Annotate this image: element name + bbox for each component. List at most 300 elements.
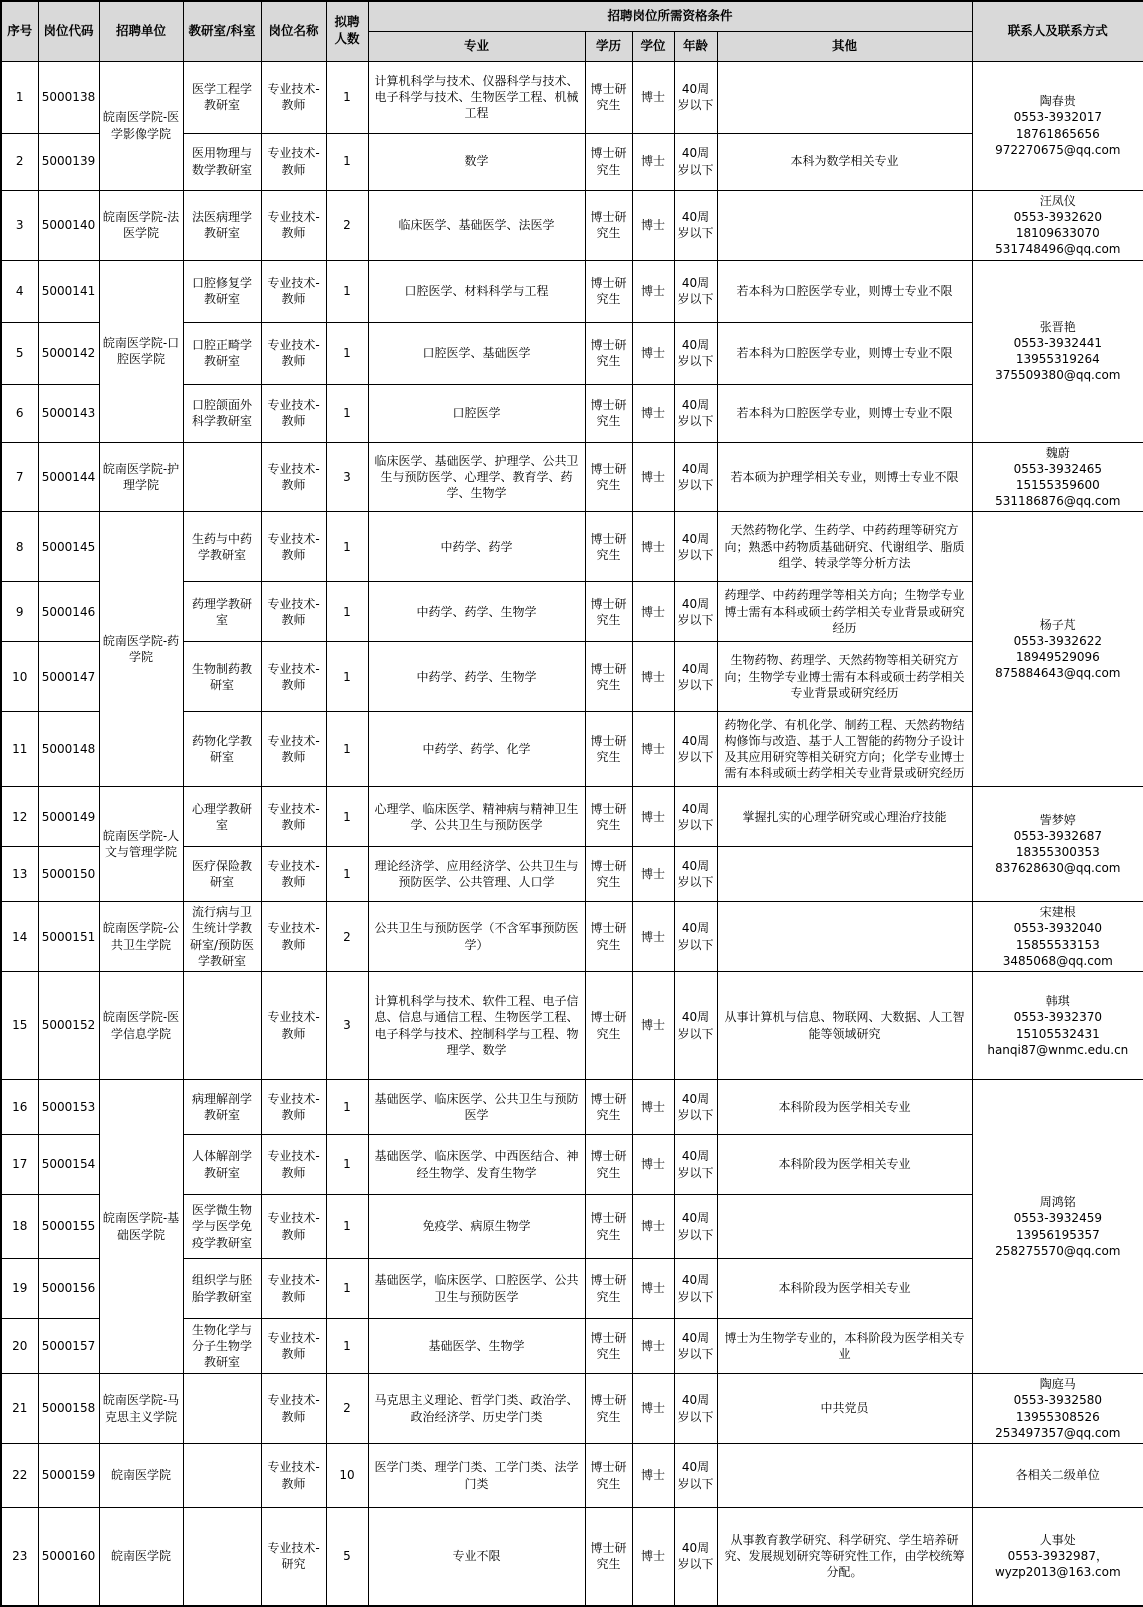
- cell-position-code: 5000159: [38, 1444, 99, 1508]
- cell-degree: 博士: [632, 442, 674, 512]
- cell-contact: [972, 1444, 1143, 1508]
- cell-department: 心理学教研室: [183, 787, 261, 847]
- table-row: [1, 190, 1143, 260]
- cell-contact-line: 531748496@qq.com: [995, 242, 1121, 257]
- cell-degree: 博士: [632, 1444, 674, 1508]
- cell-position-code: 5000157: [38, 1319, 99, 1374]
- cell-degree: 博士: [632, 1259, 674, 1319]
- cell-contact-line: 人事处: [1039, 1532, 1076, 1547]
- cell-degree: 博士: [632, 190, 674, 260]
- cell-department: 流行病与卫生统计学教研室/预防医学教研室: [183, 902, 261, 972]
- cell-serial: 14: [1, 902, 38, 972]
- cell-other: [717, 1195, 972, 1259]
- cell-position-name: 专业技术-教师: [261, 1080, 326, 1135]
- cell-position-name: 专业技术-教师: [261, 1444, 326, 1508]
- cell-age: 40周岁以下: [674, 61, 717, 133]
- cell-contact-line: 253497357@qq.com: [995, 1425, 1121, 1440]
- cell-department: 法医病理学教研室: [183, 190, 261, 260]
- cell-major: 计算机科学与技术、仪器科学与技术、电子科学与技术、生物医学工程、机械工程: [368, 61, 585, 133]
- cell-department: 医疗保险教研室: [183, 847, 261, 902]
- cell-headcount: 1: [326, 582, 368, 642]
- cell-age: 40周岁以下: [674, 322, 717, 384]
- cell-department: 药物化学教研室: [183, 712, 261, 787]
- cell-age: 40周岁以下: [674, 1135, 717, 1195]
- cell-position-name: 专业技术-教师: [261, 1135, 326, 1195]
- cell-age: 40周岁以下: [674, 787, 717, 847]
- cell-position-name: 专业技术-教师: [261, 712, 326, 787]
- cell-position-name: 专业技术-教师: [261, 902, 326, 972]
- cell-recruiting-unit: 皖南医学院-药学院: [99, 512, 183, 787]
- cell-serial: 23: [1, 1508, 38, 1606]
- cell-contact-line: 13955308526: [1015, 1409, 1100, 1424]
- cell-department: 药理学教研室: [183, 582, 261, 642]
- cell-age: 40周岁以下: [674, 1374, 717, 1444]
- cell-recruiting-unit: 皖南医学院-护理学院: [99, 442, 183, 512]
- cell-major: 中药学、药学、化学: [368, 712, 585, 787]
- cell-serial: 16: [1, 1080, 38, 1135]
- cell-position-name: 专业技术-教师: [261, 787, 326, 847]
- cell-contact-line: 18355300353: [1015, 845, 1100, 860]
- cell-contact: [972, 190, 1143, 260]
- cell-serial: 5: [1, 322, 38, 384]
- cell-other: 本科阶段为医学相关专业: [717, 1080, 972, 1135]
- cell-age: 40周岁以下: [674, 642, 717, 712]
- cell-position-name: 专业技术-教师: [261, 582, 326, 642]
- cell-education: 博士研究生: [585, 787, 632, 847]
- table-row: [1, 442, 1143, 512]
- cell-position-code: 5000152: [38, 972, 99, 1080]
- cell-major: 临床医学、基础医学、法医学: [368, 190, 585, 260]
- cell-other: 药物化学、有机化学、制药工程、天然药物结构修饰与改造、基于人工智能的药物分子设计及其应用研究等相关研究方向；化学专业博士需有本科或硕士药学相关专业背景或研究经历: [717, 712, 972, 787]
- cell-department: [183, 442, 261, 512]
- cell-education: 博士研究生: [585, 133, 632, 190]
- cell-recruiting-unit: 皖南医学院-基础医学院: [99, 1080, 183, 1374]
- cell-other: [717, 1444, 972, 1508]
- cell-position-name: 专业技术-教师: [261, 322, 326, 384]
- cell-position-code: 5000151: [38, 902, 99, 972]
- cell-education: 博士研究生: [585, 642, 632, 712]
- cell-other: 若本科为口腔医学专业，则博士专业不限: [717, 260, 972, 322]
- cell-recruiting-unit: 皖南医学院: [99, 1444, 183, 1508]
- cell-contact-line: 0553-3932040: [1013, 921, 1102, 936]
- cell-serial: 4: [1, 260, 38, 322]
- cell-education: 博士研究生: [585, 322, 632, 384]
- cell-recruiting-unit: 皖南医学院-公共卫生学院: [99, 902, 183, 972]
- cell-major: 免疫学、病原生物学: [368, 1195, 585, 1259]
- cell-other: 天然药物化学、生药学、中药药理等研究方向；熟悉中药物质基础研究、代谢组学、脂质组学、转录学等分析方法: [717, 512, 972, 582]
- cell-degree: 博士: [632, 582, 674, 642]
- header-major: 专业: [368, 31, 585, 61]
- cell-headcount: 1: [326, 384, 368, 442]
- cell-headcount: 5: [326, 1508, 368, 1606]
- cell-education: 博士研究生: [585, 512, 632, 582]
- cell-degree: 博士: [632, 787, 674, 847]
- table-row: [1, 260, 1143, 322]
- header-age: 年龄: [674, 31, 717, 61]
- cell-position-name: 专业技术-教师: [261, 642, 326, 712]
- cell-major: 临床医学、基础医学、护理学、公共卫生与预防医学、心理学、教育学、药学、生物学: [368, 442, 585, 512]
- cell-contact-line: 宋建根: [1039, 905, 1076, 920]
- cell-age: 40周岁以下: [674, 972, 717, 1080]
- cell-headcount: 1: [326, 1319, 368, 1374]
- cell-contact: [972, 1374, 1143, 1444]
- cell-contact: [972, 1508, 1143, 1606]
- cell-contact: [972, 1080, 1143, 1374]
- cell-major: 中药学、药学、生物学: [368, 582, 585, 642]
- cell-serial: 18: [1, 1195, 38, 1259]
- cell-headcount: 1: [326, 1195, 368, 1259]
- cell-major: 数学: [368, 133, 585, 190]
- cell-age: 40周岁以下: [674, 1508, 717, 1606]
- header-department: 教研室/科室: [183, 1, 261, 61]
- cell-contact: [972, 260, 1143, 442]
- cell-major: 基础医学，临床医学、口腔医学、公共卫生与预防医学: [368, 1259, 585, 1319]
- header-other: 其他: [717, 31, 972, 61]
- cell-major: 公共卫生与预防医学（不含军事预防医学）: [368, 902, 585, 972]
- cell-age: 40周岁以下: [674, 902, 717, 972]
- cell-age: 40周岁以下: [674, 1080, 717, 1135]
- cell-department: [183, 1508, 261, 1606]
- cell-contact-line: 0553-3932370: [1013, 1010, 1102, 1025]
- cell-department: [183, 1444, 261, 1508]
- cell-other: 生物药物、药理学、天然药物等相关研究方向；生物学专业博士需有本科或硕士药学相关专业背景或研究经历: [717, 642, 972, 712]
- table-row: [1, 902, 1143, 972]
- cell-contact-line: 375509380@qq.com: [995, 368, 1121, 383]
- cell-degree: 博士: [632, 972, 674, 1080]
- cell-degree: 博士: [632, 384, 674, 442]
- cell-department: 病理解剖学教研室: [183, 1080, 261, 1135]
- cell-headcount: 1: [326, 322, 368, 384]
- cell-age: 40周岁以下: [674, 582, 717, 642]
- cell-position-code: 5000138: [38, 61, 99, 133]
- cell-headcount: 1: [326, 712, 368, 787]
- cell-contact-line: 258275570@qq.com: [995, 1243, 1121, 1258]
- header-contact: 联系人及联系方式: [972, 1, 1143, 61]
- cell-major: 理论经济学、应用经济学、公共卫生与预防医学、公共管理、人口学: [368, 847, 585, 902]
- cell-headcount: 1: [326, 1259, 368, 1319]
- table-row: [1, 1374, 1143, 1444]
- cell-position-name: 专业技术-教师: [261, 1259, 326, 1319]
- cell-contact: [972, 442, 1143, 512]
- cell-contact-line: 18109633070: [1015, 226, 1100, 240]
- cell-department: 医用物理与数学教研室: [183, 133, 261, 190]
- cell-contact-line: 15105532431: [1015, 1026, 1100, 1041]
- cell-other: [717, 902, 972, 972]
- table-row: [1, 1444, 1143, 1508]
- cell-age: 40周岁以下: [674, 847, 717, 902]
- cell-degree: 博士: [632, 1319, 674, 1374]
- cell-position-name: 专业技术-教师: [261, 972, 326, 1080]
- cell-age: 40周岁以下: [674, 1259, 717, 1319]
- cell-position-name: 专业技术-教师: [261, 442, 326, 512]
- cell-position-code: 5000154: [38, 1135, 99, 1195]
- cell-education: 博士研究生: [585, 61, 632, 133]
- cell-department: [183, 972, 261, 1080]
- cell-department: 生物制药教研室: [183, 642, 261, 712]
- cell-recruiting-unit: 皖南医学院-马克思主义学院: [99, 1374, 183, 1444]
- cell-serial: 22: [1, 1444, 38, 1508]
- cell-position-name: 专业技术-教师: [261, 260, 326, 322]
- cell-education: 博士研究生: [585, 1135, 632, 1195]
- cell-serial: 8: [1, 512, 38, 582]
- cell-major: 医学门类、理学门类、工学门类、法学门类: [368, 1444, 585, 1508]
- header-row-1: [1, 1, 1143, 31]
- cell-headcount: 1: [326, 61, 368, 133]
- header-position-code: 岗位代码: [38, 1, 99, 61]
- cell-other: [717, 190, 972, 260]
- cell-headcount: 1: [326, 260, 368, 322]
- cell-other: 博士为生物学专业的，本科阶段为医学相关专业: [717, 1319, 972, 1374]
- cell-age: 40周岁以下: [674, 190, 717, 260]
- cell-serial: 7: [1, 442, 38, 512]
- cell-recruiting-unit: 皖南医学院-口腔医学院: [99, 260, 183, 442]
- cell-contact-line: 0553-3932441: [1013, 335, 1102, 350]
- cell-position-code: 5000144: [38, 442, 99, 512]
- cell-contact-line: 杨子芃: [1039, 617, 1076, 632]
- cell-contact: [972, 512, 1143, 787]
- cell-department: 医学工程学教研室: [183, 61, 261, 133]
- cell-degree: 博士: [632, 1135, 674, 1195]
- cell-position-code: 5000153: [38, 1080, 99, 1135]
- cell-major: 基础医学、生物学: [368, 1319, 585, 1374]
- cell-other: 从事计算机与信息、物联网、大数据、人工智能等领域研究: [717, 972, 972, 1080]
- cell-headcount: 1: [326, 512, 368, 582]
- cell-education: 博士研究生: [585, 384, 632, 442]
- cell-education: 博士研究生: [585, 1195, 632, 1259]
- cell-education: 博士研究生: [585, 442, 632, 512]
- cell-contact-line: 531186876@qq.com: [995, 494, 1121, 509]
- cell-position-code: 5000146: [38, 582, 99, 642]
- cell-position-name: 专业技术-教师: [261, 1195, 326, 1259]
- cell-position-code: 5000145: [38, 512, 99, 582]
- cell-education: 博士研究生: [585, 1444, 632, 1508]
- cell-position-name: 专业技术-教师: [261, 61, 326, 133]
- cell-age: 40周岁以下: [674, 1319, 717, 1374]
- cell-department: 生物化学与分子生物学教研室: [183, 1319, 261, 1374]
- cell-department: 生药与中药学教研室: [183, 512, 261, 582]
- cell-contact-line: 18949529096: [1015, 650, 1100, 665]
- cell-age: 40周岁以下: [674, 260, 717, 322]
- cell-contact-line: 韩琪: [1045, 994, 1070, 1009]
- cell-major: 口腔医学、材料科学与工程: [368, 260, 585, 322]
- table-row: [1, 787, 1143, 847]
- cell-education: 博士研究生: [585, 847, 632, 902]
- cell-contact-line: 0553-3932459: [1013, 1211, 1102, 1226]
- cell-position-code: 5000148: [38, 712, 99, 787]
- cell-headcount: 1: [326, 133, 368, 190]
- cell-position-code: 5000150: [38, 847, 99, 902]
- cell-serial: 1: [1, 61, 38, 133]
- cell-recruiting-unit: 皖南医学院: [99, 1508, 183, 1606]
- cell-department: 组织学与胚胎学教研室: [183, 1259, 261, 1319]
- cell-headcount: 10: [326, 1444, 368, 1508]
- cell-position-code: 5000160: [38, 1508, 99, 1606]
- table-header: [1, 1, 1143, 61]
- cell-other: [717, 61, 972, 133]
- cell-department: 口腔正畸学教研室: [183, 322, 261, 384]
- cell-contact-line: 3485068@qq.com: [1002, 953, 1113, 968]
- cell-age: 40周岁以下: [674, 442, 717, 512]
- table-body: [1, 61, 1143, 1606]
- cell-contact-line: 张晋艳: [1039, 319, 1076, 334]
- cell-position-code: 5000155: [38, 1195, 99, 1259]
- cell-contact-line: 0553-3932687: [1013, 829, 1102, 844]
- cell-education: 博士研究生: [585, 1374, 632, 1444]
- cell-position-code: 5000156: [38, 1259, 99, 1319]
- cell-degree: 博士: [632, 1080, 674, 1135]
- cell-major: 马克思主义理论、哲学门类、政治学、政治经济学、历史学门类: [368, 1374, 585, 1444]
- cell-contact-line: 0553-3932465: [1013, 461, 1102, 476]
- cell-serial: 20: [1, 1319, 38, 1374]
- cell-headcount: 1: [326, 787, 368, 847]
- cell-contact-line: 訾梦婷: [1039, 812, 1076, 827]
- cell-position-code: 5000149: [38, 787, 99, 847]
- cell-recruiting-unit: 皖南医学院-法医学院: [99, 190, 183, 260]
- cell-recruiting-unit: 皖南医学院-人文与管理学院: [99, 787, 183, 902]
- cell-contact-line: 0553-3932987，: [1007, 1549, 1108, 1564]
- cell-department: [183, 1374, 261, 1444]
- cell-contact-line: 837628630@qq.com: [995, 861, 1121, 876]
- cell-major: 基础医学、临床医学、中西医结合、神经生物学、发育生物学: [368, 1135, 585, 1195]
- cell-degree: 博士: [632, 902, 674, 972]
- cell-serial: 17: [1, 1135, 38, 1195]
- cell-contact-line: 15155359600: [1015, 477, 1100, 492]
- table-row: [1, 1080, 1143, 1135]
- cell-education: 博士研究生: [585, 972, 632, 1080]
- cell-serial: 11: [1, 712, 38, 787]
- cell-department: 口腔修复学教研室: [183, 260, 261, 322]
- cell-major: 中药学、药学: [368, 512, 585, 582]
- cell-major: 口腔医学: [368, 384, 585, 442]
- cell-contact-line: 0553-3932622: [1013, 634, 1102, 649]
- cell-degree: 博士: [632, 61, 674, 133]
- cell-position-name: 专业技术-研究: [261, 1508, 326, 1606]
- cell-major: 专业不限: [368, 1508, 585, 1606]
- header-serial: 序号: [1, 1, 38, 61]
- cell-contact: [972, 787, 1143, 902]
- cell-contact-line: 0553-3932017: [1013, 110, 1102, 125]
- table-row: [1, 512, 1143, 582]
- cell-major: 中药学、药学、生物学: [368, 642, 585, 712]
- cell-other: 掌握扎实的心理学研究或心理治疗技能: [717, 787, 972, 847]
- cell-headcount: 2: [326, 1374, 368, 1444]
- table-row: [1, 1508, 1143, 1606]
- cell-other: 若本硕为护理学相关专业，则博士专业不限: [717, 442, 972, 512]
- cell-contact-line: 875884643@qq.com: [995, 666, 1121, 681]
- cell-other: 中共党员: [717, 1374, 972, 1444]
- cell-serial: 6: [1, 384, 38, 442]
- cell-contact-line: 18761865656: [1015, 126, 1100, 141]
- cell-other: 本科为数学相关专业: [717, 133, 972, 190]
- cell-contact: [972, 972, 1143, 1080]
- cell-major: 心理学、临床医学、精神病与精神卫生学、公共卫生与预防医学: [368, 787, 585, 847]
- cell-department: 医学微生物学与医学免疫学教研室: [183, 1195, 261, 1259]
- header-headcount: 拟聘人数: [326, 1, 368, 61]
- cell-headcount: 2: [326, 190, 368, 260]
- cell-position-name: 专业技术-教师: [261, 384, 326, 442]
- cell-serial: 15: [1, 972, 38, 1080]
- cell-degree: 博士: [632, 712, 674, 787]
- cell-headcount: 1: [326, 847, 368, 902]
- header-position-name: 岗位名称: [261, 1, 326, 61]
- cell-serial: 12: [1, 787, 38, 847]
- cell-position-name: 专业技术-教师: [261, 1374, 326, 1444]
- cell-other: 若本科为口腔医学专业，则博士专业不限: [717, 322, 972, 384]
- cell-education: 博士研究生: [585, 260, 632, 322]
- cell-education: 博士研究生: [585, 1080, 632, 1135]
- table-row: [1, 61, 1143, 133]
- cell-department: 口腔颌面外科学教研室: [183, 384, 261, 442]
- cell-contact-line: 13956195357: [1015, 1227, 1100, 1242]
- cell-contact-line: 周鸿铭: [1039, 1195, 1076, 1210]
- cell-position-name: 专业技术-教师: [261, 847, 326, 902]
- cell-other: 药理学、中药药理学等相关方向；生物学专业博士需有本科或硕士药学相关专业背景或研究经历: [717, 582, 972, 642]
- cell-contact-line: 15855533153: [1015, 937, 1100, 952]
- cell-serial: 3: [1, 190, 38, 260]
- cell-position-code: 5000140: [38, 190, 99, 260]
- cell-contact-line: 魏蔚: [1045, 445, 1070, 460]
- cell-contact-line: hanqi87@wnmc.edu.cn: [987, 1042, 1129, 1057]
- cell-recruiting-unit: 皖南医学院-医学信息学院: [99, 972, 183, 1080]
- cell-position-name: 专业技术-教师: [261, 133, 326, 190]
- cell-serial: 13: [1, 847, 38, 902]
- table-row: [1, 972, 1143, 1080]
- cell-serial: 19: [1, 1259, 38, 1319]
- cell-headcount: 1: [326, 642, 368, 712]
- header-education: 学历: [585, 31, 632, 61]
- cell-education: 博士研究生: [585, 190, 632, 260]
- cell-position-code: 5000147: [38, 642, 99, 712]
- cell-headcount: 3: [326, 972, 368, 1080]
- cell-age: 40周岁以下: [674, 1444, 717, 1508]
- cell-contact-line: 13955319264: [1015, 352, 1100, 366]
- cell-contact-line: 汪凤仪: [1039, 193, 1076, 208]
- cell-department: 人体解剖学教研室: [183, 1135, 261, 1195]
- cell-contact-line: wyzp2013@163.com: [994, 1565, 1121, 1580]
- cell-education: 博士研究生: [585, 1259, 632, 1319]
- cell-education: 博士研究生: [585, 712, 632, 787]
- cell-position-name: 专业技术-教师: [261, 512, 326, 582]
- cell-position-code: 5000139: [38, 133, 99, 190]
- cell-degree: 博士: [632, 1508, 674, 1606]
- cell-position-code: 5000158: [38, 1374, 99, 1444]
- cell-headcount: 2: [326, 902, 368, 972]
- cell-serial: 21: [1, 1374, 38, 1444]
- cell-serial: 9: [1, 582, 38, 642]
- cell-degree: 博士: [632, 133, 674, 190]
- cell-age: 40周岁以下: [674, 384, 717, 442]
- header-recruiting-unit: 招聘单位: [99, 1, 183, 61]
- cell-position-name: 专业技术-教师: [261, 190, 326, 260]
- cell-contact: [972, 61, 1143, 190]
- cell-major: 基础医学、临床医学、公共卫生与预防医学: [368, 1080, 585, 1135]
- cell-degree: 博士: [632, 1374, 674, 1444]
- cell-contact-line: 0553-3932580: [1013, 1393, 1102, 1408]
- cell-age: 40周岁以下: [674, 712, 717, 787]
- cell-education: 博士研究生: [585, 582, 632, 642]
- cell-age: 40周岁以下: [674, 1195, 717, 1259]
- cell-degree: 博士: [632, 642, 674, 712]
- cell-position-code: 5000143: [38, 384, 99, 442]
- cell-position-code: 5000142: [38, 322, 99, 384]
- cell-degree: 博士: [632, 322, 674, 384]
- header-degree: 学位: [632, 31, 674, 61]
- cell-other: [717, 847, 972, 902]
- cell-age: 40周岁以下: [674, 133, 717, 190]
- cell-serial: 2: [1, 133, 38, 190]
- cell-contact-line: 0553-3932620: [1013, 209, 1102, 224]
- header-qualification-group: 招聘岗位所需资格条件: [368, 1, 972, 31]
